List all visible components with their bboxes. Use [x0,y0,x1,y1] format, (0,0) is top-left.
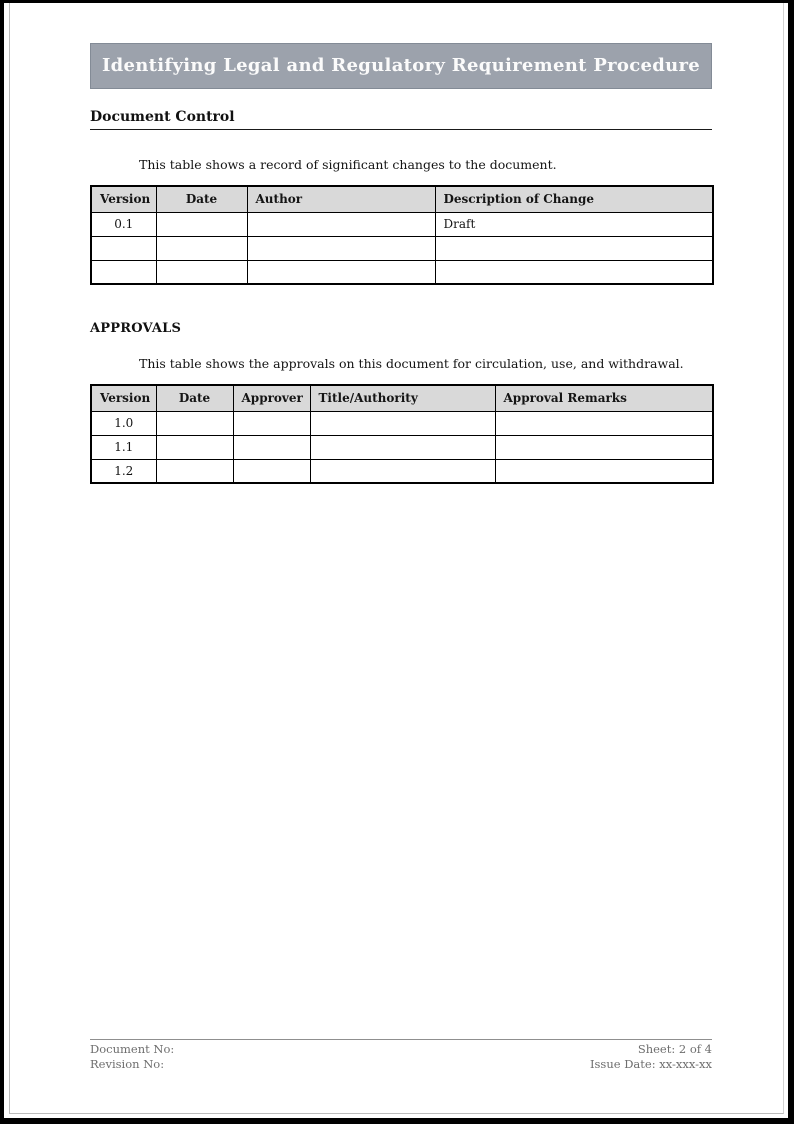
footer-issue-date: Issue Date: xx-xxx-xx [589,1057,712,1071]
approval-cell-approver [233,435,310,459]
page-footer [90,1039,712,1072]
change-cell-date [156,260,247,284]
change-cell-author [247,236,435,260]
approval-cell-remarks [495,411,713,435]
section-heading-document-control: Document Control [90,109,712,130]
approval-cell-version: 1.1 [91,435,156,459]
approval-cell-approver [233,411,310,435]
change-col-description: Description of Change [435,186,713,212]
change-cell-version [91,260,156,284]
approval-cell-title-authority [310,459,495,483]
approvals-table-row [91,435,713,459]
footer-right [590,1042,712,1072]
change-cell-author [247,212,435,236]
approvals-table-row [91,411,713,435]
approval-cell-date [156,459,233,483]
section-heading-approvals: APPROVALS [90,321,182,336]
approvals-table-row [91,459,713,483]
approval-cell-version: 1.0 [91,411,156,435]
change-cell-description [435,236,713,260]
change-cell-author [247,260,435,284]
approval-cell-version: 1.2 [91,459,156,483]
footer-document-no: Document No: [90,1042,175,1056]
approval-col-remarks: Approval Remarks [495,385,713,411]
approval-cell-approver [233,459,310,483]
change-col-version: Version [91,186,156,212]
approval-col-date: Date [156,385,233,411]
change-table-row [91,212,713,236]
document-title-banner: Identifying Legal and Regulatory Requirement Procedure [90,43,712,89]
page-content [90,3,712,484]
footer-sheet: Sheet: 2 of 4 [637,1042,712,1056]
change-table-header-row [91,186,713,212]
change-table-row [91,236,713,260]
approval-col-title-authority: Title/Authority [310,385,495,411]
change-col-author: Author [247,186,435,212]
change-cell-version: 0.1 [91,212,156,236]
approval-cell-title-authority [310,435,495,459]
approvals-table-header-row [91,385,713,411]
approvals-table [90,384,714,484]
change-cell-date [156,212,247,236]
change-table-intro: This table shows a record of significant changes to the document. [139,157,557,172]
change-cell-version [91,236,156,260]
approval-cell-title-authority [310,411,495,435]
approval-col-approver: Approver [233,385,310,411]
change-cell-date [156,236,247,260]
approval-cell-remarks [495,459,713,483]
change-col-date: Date [156,186,247,212]
approval-col-version: Version [91,385,156,411]
footer-left [90,1042,174,1072]
approval-cell-remarks [495,435,713,459]
change-table-row [91,260,713,284]
approval-cell-date [156,411,233,435]
change-cell-description [435,260,713,284]
change-record-table [90,185,714,285]
approval-cell-date [156,435,233,459]
change-cell-description: Draft [435,212,713,236]
footer-revision-no: Revision No: [90,1057,165,1071]
approval-table-intro: This table shows the approvals on this document for circulation, use, and withdrawal. [139,356,684,371]
